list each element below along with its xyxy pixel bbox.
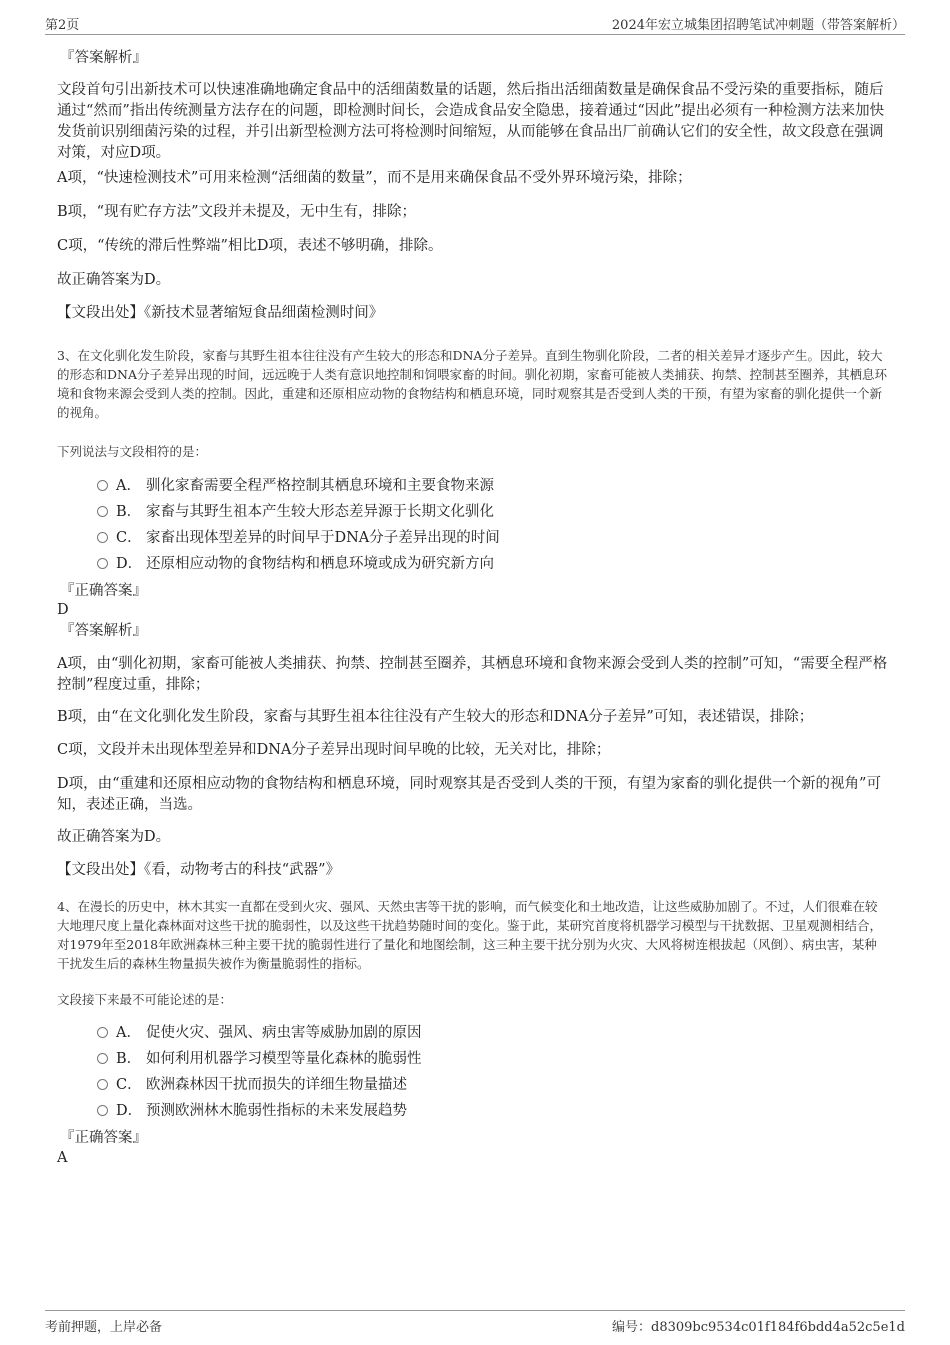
document-code: 编号：d8309bc9534c01f184f6bdd4a52c5e1d <box>612 1320 905 1335</box>
radio-icon[interactable] <box>97 1027 108 1038</box>
analysis-conclusion: 故正确答案为D。 <box>57 829 171 845</box>
radio-icon[interactable] <box>97 1053 108 1064</box>
radio-icon[interactable] <box>97 480 108 491</box>
option-d[interactable]: D． 预测欧洲林木脆弱性指标的未来发展趋势 <box>57 1098 889 1124</box>
question-3-options <box>57 473 889 577</box>
page-footer <box>45 1310 905 1335</box>
option-b[interactable]: B． 如何利用机器学习模型等量化森林的脆弱性 <box>57 1046 889 1072</box>
analysis-paragraph: 文段首句引出新技术可以快速准确地确定食品中的活细菌数量的话题，然后指出活细菌数量是确保食品不受污染的重要指标，随后通过“然而”指出传统测量方法存在的问题，即检测时间长，会造成食品安全隐患，接着通过“因此”提出必须有一种检测方法来加快发货前识别细菌污染的过程，并引出新型检测方法可将检测时间缩短，从而能够在食品出厂前确认它们的安全性，故文段意在强调对策，对应D项。 <box>57 82 885 161</box>
question-4-options <box>57 1020 889 1124</box>
question-3-prompt: 下列说法与文段相符的是： <box>57 444 208 459</box>
question-4-stem: 4、在漫长的历史中，林木其实一直都在受到火灾、强风、天然虫害等干扰的影响，而气候变化和土地改造，让这些威胁加剧了。不过，人们很难在较大地理尺度上量化森林面对这些干扰的脆弱性，以及这些干扰趋势随时间的变化。鉴于此，某研究首度将机器学习模型与干扰数据、卫星观测相结合，对1979年至2018年欧洲森林三种主要干扰的脆弱性进行了量化和地图绘制，这三种主要干扰分别为火灾、大风将树连根拔起（风倒）、病虫害，某种干扰发生后的森林生物量损失被作为衡量脆弱性的指标。 <box>57 899 883 971</box>
option-a[interactable]: A． 驯化家畜需要全程严格控制其栖息环境和主要食物来源 <box>57 473 889 499</box>
page-header <box>45 12 905 35</box>
analysis-option-c: C项，文段并未出现体型差异和DNA分子差异出现时间早晚的比较，无关对比，排除； <box>57 742 611 758</box>
radio-icon[interactable] <box>97 1079 108 1090</box>
analysis-option-b: B项，由“在文化驯化发生阶段，家畜与其野生祖本往往没有产生较大的形态和DNA分子差异”可知，表述错误，排除； <box>57 709 814 725</box>
document-title: 2024年宏立城集团招聘笔试冲刺题（带答案解析） <box>611 18 905 33</box>
option-d[interactable]: D． 还原相应动物的食物结构和栖息环境或成为研究新方向 <box>57 551 889 577</box>
option-a[interactable]: A． 促使火灾、强风、病虫害等威胁加剧的原因 <box>57 1020 889 1046</box>
radio-icon[interactable] <box>97 506 108 517</box>
analysis-label: 『答案解析』 <box>60 50 147 66</box>
correct-answer-label: 『正确答案』 <box>60 583 147 599</box>
source-citation: 【文段出处】《看，动物考古的科技“武器”》 <box>57 862 341 878</box>
option-c[interactable]: C． 家畜出现体型差异的时间早于DNA分子差异出现的时间 <box>57 525 889 551</box>
source-citation: 【文段出处】《新技术显著缩短食品细菌检测时间》 <box>57 305 384 321</box>
correct-answer-label: 『正确答案』 <box>60 1130 147 1146</box>
correct-answer-value: A <box>57 1150 68 1166</box>
question-3-stem: 3、在文化驯化发生阶段，家畜与其野生祖本往往没有产生较大的形态和DNA分子差异。直到生物驯化阶段，二者的相关差异才逐步产生。因此，较大的形态和DNA分子差异出现的时间，远远晚于人类有意识地控制和饲喂家畜的时间。驯化初期，家畜可能被人类捕获、拘禁、控制甚至圈养，其栖息环境和食物来源会受到人类的控制。因此，重建和还原相应动物的食物结构和栖息环境，同时观察其是否受到人类的干预，有望为家畜的驯化提供一个新的视角。 <box>57 348 887 420</box>
option-c[interactable]: C． 欧洲森林因干扰而损失的详细生物量描述 <box>57 1072 889 1098</box>
analysis-option-a: A项，“快速检测技术”可用来检测“活细菌的数量”，而不是用来确保食品不受外界环境污染，排除； <box>57 170 692 186</box>
radio-icon[interactable] <box>97 558 108 569</box>
radio-icon[interactable] <box>97 532 108 543</box>
analysis-option-b: B项，“现有贮存方法”文段并未提及，无中生有，排除； <box>57 204 416 220</box>
analysis-option-a: A项，由“驯化初期，家畜可能被人类捕获、拘禁、控制甚至圈养，其栖息环境和食物来源会受到人类的控制”可知，“需要全程严格控制”程度过重，排除； <box>57 656 888 693</box>
question-4-prompt: 文段接下来最不可能论述的是： <box>57 992 233 1007</box>
analysis-conclusion: 故正确答案为D。 <box>57 272 171 288</box>
analysis-option-d: D项，由“重建和还原相应动物的食物结构和栖息环境，同时观察其是否受到人类的干预，有望为家畜的驯化提供一个新的视角”可知，表述正确，当选。 <box>57 776 881 813</box>
analysis-option-c: C项，“传统的滞后性弊端”相比D项，表述不够明确，排除。 <box>57 238 443 254</box>
page-number: 第2页 <box>45 18 80 33</box>
option-b[interactable]: B． 家畜与其野生祖本产生较大形态差异源于长期文化驯化 <box>57 499 889 525</box>
analysis-label: 『答案解析』 <box>60 623 147 639</box>
correct-answer-value: D <box>57 602 69 618</box>
radio-icon[interactable] <box>97 1105 108 1116</box>
footer-slogan: 考前押题，上岸必备 <box>45 1320 163 1335</box>
